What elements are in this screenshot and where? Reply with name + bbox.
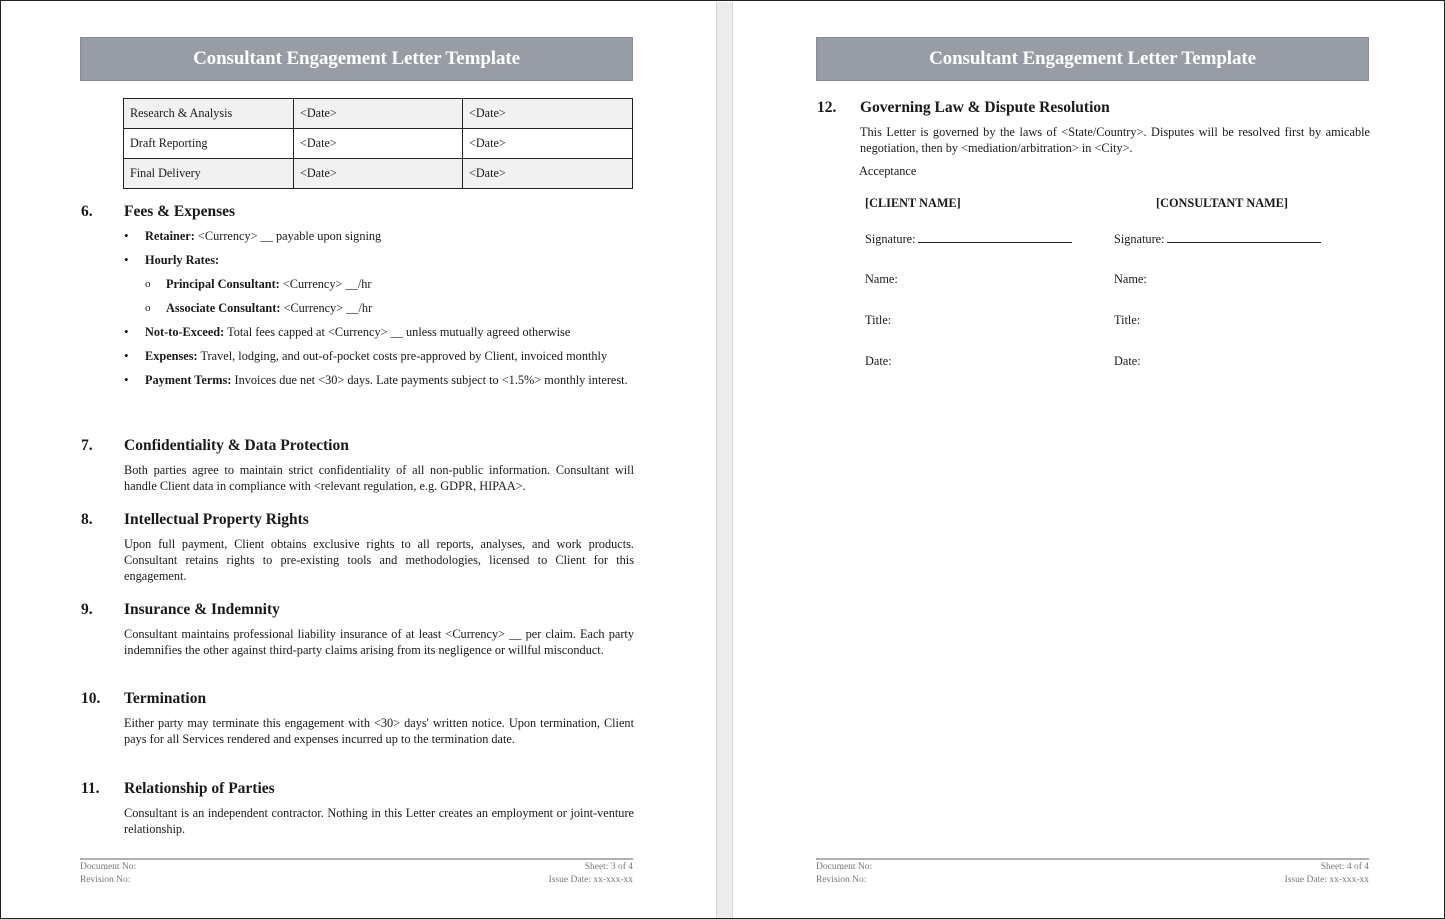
signature-line[interactable] xyxy=(918,231,1072,243)
section-confidentiality xyxy=(81,436,634,494)
issue-date: Issue Date: xx-xxx-xx xyxy=(1284,875,1369,885)
section-body: Both parties agree to maintain strict confidentiality of all non-public information. Consultant will handle Client data in compliance with <relevant regulation, e.g. GDPR, HIPAA>. xyxy=(124,463,634,493)
item-label: Hourly Rates: xyxy=(145,253,220,267)
section-insurance-indemnity xyxy=(81,600,634,658)
end-date-cell: <Date> xyxy=(463,159,633,189)
document-number-label: Document No: xyxy=(80,862,137,872)
table-row xyxy=(124,129,633,159)
item-text: <Currency> __ payable upon signing xyxy=(194,229,382,243)
section-fees-expenses xyxy=(81,202,634,396)
section-heading xyxy=(81,600,634,620)
section-heading xyxy=(81,689,634,709)
signature-line[interactable] xyxy=(1167,231,1321,243)
signature-label: Signature: xyxy=(865,232,916,246)
list-item xyxy=(124,372,634,388)
item-label: Expenses: xyxy=(145,349,198,363)
section-title: Relationship of Parties xyxy=(124,780,275,797)
start-date-cell: <Date> xyxy=(294,129,463,159)
section-title: Termination xyxy=(124,690,207,707)
revision-number-label: Revision No: xyxy=(816,875,867,885)
start-date-cell: <Date> xyxy=(294,99,463,129)
section-intellectual-property xyxy=(81,510,634,584)
revision-number-label: Revision No: xyxy=(80,875,131,885)
item-text: <Currency> __/hr xyxy=(279,277,372,291)
section-body: Upon full payment, Client obtains exclusive rights to all reports, analyses, and work products. Consultant retains rights to pre-existing tools and methodologies, licensed to Client for this engagement. xyxy=(124,537,634,583)
end-date-cell: <Date> xyxy=(463,99,633,129)
section-body: Either party may terminate this engagement with <30> days' written notice. Upon termination, Client pays for all Services rendered and expenses incurred up to the termination date. xyxy=(124,716,634,746)
item-label: Not-to-Exceed: xyxy=(145,325,225,339)
section-heading xyxy=(81,510,634,530)
section-number: 6. xyxy=(81,203,93,220)
item-text: <Currency> __/hr xyxy=(280,301,373,315)
sheet-number: Sheet: 4 of 4 xyxy=(1320,862,1369,872)
section-body: This Letter is governed by the laws of <State/Country>. Disputes will be resolved first by amicable negotiation, then by <mediation/arbitration> in <City>. xyxy=(860,125,1370,155)
section-number: 11. xyxy=(81,780,100,797)
page-3 xyxy=(2,2,716,918)
section-heading xyxy=(81,779,634,799)
item-label: Payment Terms: xyxy=(145,373,232,387)
consultant-name-heading: [CONSULTANT NAME] xyxy=(1156,196,1288,210)
phase-cell: Research & Analysis xyxy=(124,99,294,129)
client-signature-field[interactable] xyxy=(865,231,1072,247)
item-text: Travel, lodging, and out-of-pocket costs pre-approved by Client, invoiced monthly xyxy=(197,349,608,363)
item-text: Total fees capped at <Currency> __ unless mutually agreed otherwise xyxy=(224,325,571,339)
section-number: 8. xyxy=(81,511,93,528)
consultant-title-field[interactable]: Title: xyxy=(1114,313,1141,327)
list-item xyxy=(124,324,634,340)
signature-label: Signature: xyxy=(1114,232,1165,246)
client-signature-block xyxy=(865,196,1072,370)
item-label: Principal Consultant: xyxy=(166,277,280,291)
page-gutter xyxy=(716,2,733,918)
acceptance-label: Acceptance xyxy=(859,164,917,178)
client-title-field[interactable]: Title: xyxy=(865,313,892,327)
end-date-cell: <Date> xyxy=(463,129,633,159)
consultant-name-field[interactable]: Name: xyxy=(1114,272,1147,286)
document-number-label: Document No: xyxy=(816,862,873,872)
page-footer xyxy=(80,858,633,887)
section-relationship-of-parties xyxy=(81,779,634,837)
list-item xyxy=(145,300,634,316)
list-item xyxy=(124,348,634,364)
item-label: Retainer: xyxy=(145,229,195,243)
section-title: Intellectual Property Rights xyxy=(124,511,309,528)
issue-date: Issue Date: xx-xxx-xx xyxy=(548,875,633,885)
page-title-banner: Consultant Engagement Letter Template xyxy=(816,37,1369,81)
consultant-signature-field[interactable] xyxy=(1114,231,1321,247)
milestones-table xyxy=(123,98,633,189)
section-title: Governing Law & Dispute Resolution xyxy=(860,99,1110,116)
list-item xyxy=(124,228,634,244)
fees-list xyxy=(124,228,634,388)
table-row xyxy=(124,99,633,129)
section-body: Consultant is an independent contractor. Nothing in this Letter creates an employment or joint-venture relationship. xyxy=(124,806,634,836)
page-footer xyxy=(816,858,1369,887)
section-title: Insurance & Indemnity xyxy=(124,601,280,618)
start-date-cell: <Date> xyxy=(294,159,463,189)
client-name-heading: [CLIENT NAME] xyxy=(865,196,961,210)
section-title: Fees & Expenses xyxy=(124,203,236,220)
page-title-banner: Consultant Engagement Letter Template xyxy=(80,37,633,81)
section-heading xyxy=(81,202,634,222)
list-item xyxy=(145,276,634,292)
section-title: Confidentiality & Data Protection xyxy=(124,437,349,454)
item-text: Invoices due net <30> days. Late payments subject to <1.5%> monthly interest. xyxy=(231,373,628,387)
consultant-date-field[interactable]: Date: xyxy=(1114,354,1141,368)
section-number: 9. xyxy=(81,601,93,618)
section-termination xyxy=(81,689,634,747)
client-name-field[interactable]: Name: xyxy=(865,272,898,286)
phase-cell: Draft Reporting xyxy=(124,129,294,159)
hourly-rates-sublist xyxy=(145,276,634,316)
item-label: Associate Consultant: xyxy=(166,301,281,315)
section-heading xyxy=(817,98,1370,118)
client-date-field[interactable]: Date: xyxy=(865,354,892,368)
section-number: 12. xyxy=(817,99,837,116)
sheet-number: Sheet: 3 of 4 xyxy=(584,862,633,872)
table-row xyxy=(124,159,633,189)
section-governing-law xyxy=(817,98,1370,156)
phase-cell: Final Delivery xyxy=(124,159,294,189)
section-heading xyxy=(81,436,634,456)
consultant-signature-block xyxy=(1114,196,1321,370)
section-number: 10. xyxy=(81,690,101,707)
section-number: 7. xyxy=(81,437,93,454)
list-item xyxy=(124,252,634,316)
section-body: Consultant maintains professional liability insurance of at least <Currency> __ per claim. Each party indemnifies the other against third-party claims arising from its negligence or willful misconduct. xyxy=(124,627,634,657)
page-4 xyxy=(733,2,1443,918)
